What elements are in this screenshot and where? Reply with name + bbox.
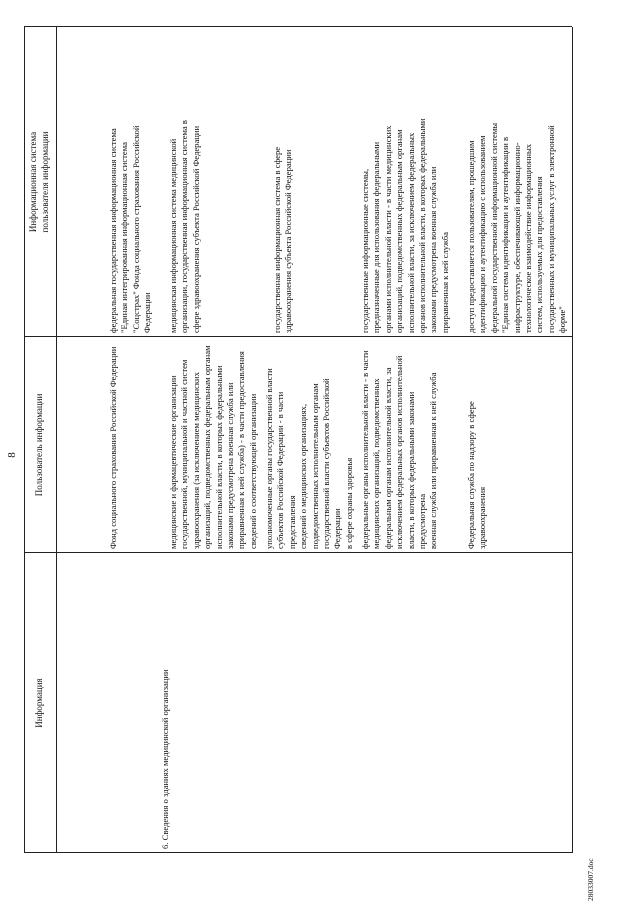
header-system: Информационная система пользователя информации bbox=[28, 131, 50, 233]
row-user: Федеральная служба по надзору в сфере здравоохранения bbox=[466, 401, 488, 549]
column-divider-2 bbox=[24, 336, 572, 337]
row-system: федеральная государственная информационная система "Единая интегрированная информационная система "Соцстрах" Фонда социального страхования Российской Федерации bbox=[108, 125, 153, 333]
row-system: медицинская информационная система медицинской организации, государственная информационная система в сфере здравоохранения субъекта Российской Федерации bbox=[168, 120, 201, 333]
row-user: уполномоченные органы государственной власти субъектов Российской Федерации - в части представления сведений о медицинских организациях, подведомственных исполнительным органам государственной власти субъектов Российской Федерации в сфере охраны здоровья bbox=[264, 368, 354, 549]
header-user: Пользователь информации bbox=[34, 393, 44, 497]
row-user: медицинские и фармацевтические организации государственной, муниципальной и частной систем здравоохранения (за исключением медицинских организаций, подведомственных федеральным органам исполнительной власти, в которых федеральными законами предусмотрена военная служба или приравненная к ней служба) - в части предоставления сведений о соответствующей организации bbox=[168, 345, 258, 549]
row-system: государственные информационные системы, предназначенные для использования федеральными органами исполнительной власти - в части медицинских организаций, подведомственных федеральным органам исполнительной власти, за исключением федеральных органов исполнительной власти, в которых федеральными законами предусмотрена военная служба или приравненная к ней служба bbox=[360, 118, 450, 333]
table-bottom-border bbox=[572, 27, 573, 853]
table-left-border bbox=[24, 852, 572, 853]
section-title: 6. Сведения о зданиях медицинской организации bbox=[160, 669, 170, 849]
table-header-bottom-border bbox=[56, 27, 57, 853]
row-system: доступ предоставляется пользователям, прошедшим идентификацию и аутентификацию с использованием федеральной государственной информационной системы "Единая система идентификации и аутентификации в инфраструктуре, обеспечивающей информационно- технологическое взаимодействие информационных систем, используемых для предоставления государственных и муниципальных услуг в электронной форме" bbox=[466, 122, 568, 333]
row-user: федеральные органы исполнительной власти - в части медицинских организаций, подведомственных федеральным органам исполнительной власти, за исключением федеральных органов исполнительной власти, в которых федеральными законами предусмотрена военная служба или приравненная к ней служба bbox=[360, 350, 439, 549]
document-id: 28033007.doc bbox=[586, 858, 595, 901]
row-system: государственная информационная система в сфере здравоохранения субъекта Российской Федерации bbox=[272, 146, 294, 333]
page-number: 8 bbox=[6, 452, 18, 458]
row-user: Фонд социального страхования Российской Федерации bbox=[108, 346, 118, 549]
column-divider-1 bbox=[24, 552, 572, 553]
table-top-border bbox=[24, 27, 25, 853]
header-information: Информация bbox=[34, 678, 44, 728]
table-right-border bbox=[24, 26, 572, 27]
